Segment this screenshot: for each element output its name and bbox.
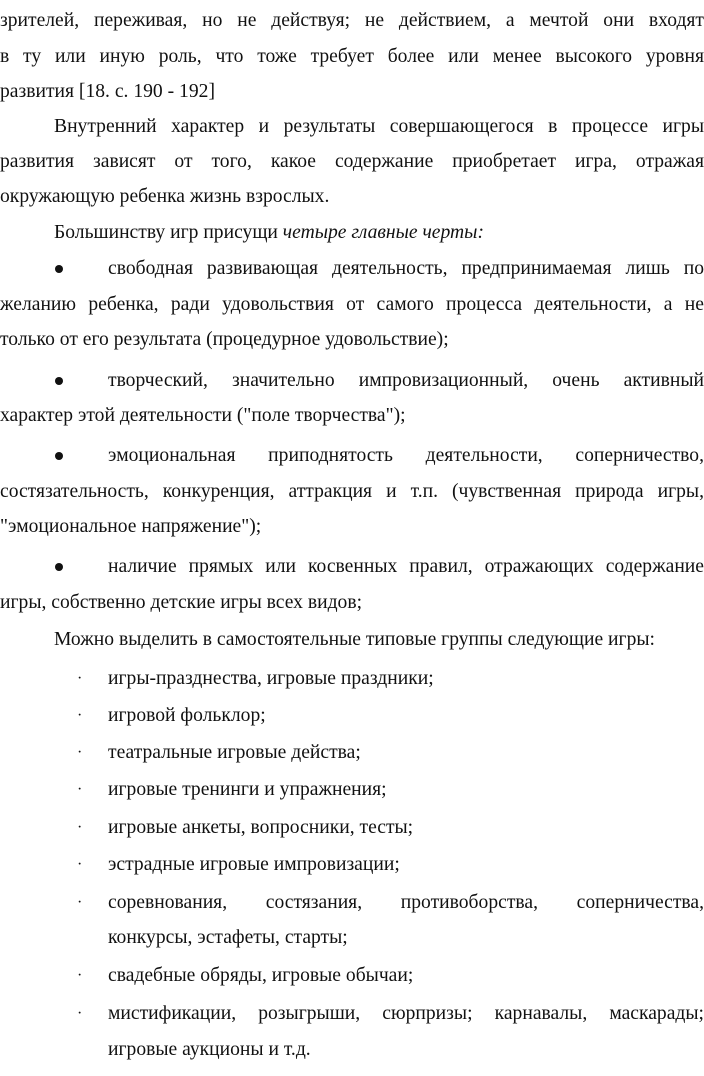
bullet-icon xyxy=(53,437,67,474)
bullet-icon xyxy=(53,362,67,399)
middle-dot-icon: · xyxy=(77,1005,83,1022)
group-item-continuation: игровые аукционы и т.д. xyxy=(108,1039,311,1060)
feature-3-line-2: состязательность, конкуренция, аттракция и т.п. (чувственная природа игры, xyxy=(0,481,704,502)
middle-dot-icon: · xyxy=(77,781,83,798)
paragraph-1-line-3: развития [18. с. 190 - 192] xyxy=(0,81,215,102)
middle-dot-icon: · xyxy=(77,819,83,836)
middle-dot-icon: · xyxy=(77,967,83,984)
feature-4-line-2: игры, собственно детские игры всех видов; xyxy=(0,592,363,613)
group-item: · мистификации, розыгрыши, сюрпризы; карнавалы, маскарады; xyxy=(0,995,704,1032)
feature-2-line-2: характер этой деятельности ("поле творчества"); xyxy=(0,405,406,426)
group-item: · игровые анкеты, вопросники, тесты; xyxy=(0,809,704,846)
feature-1-line-3: только от его результата (процедурное удовольствие); xyxy=(0,329,449,350)
feature-4-line-1: наличие прямых или косвенных правил, отражающих содержание xyxy=(0,548,704,585)
middle-dot-icon: · xyxy=(77,670,83,687)
group-item: · соревнования, состязания, противоборства, соперничества, xyxy=(0,884,704,921)
paragraph-1-line-2: в ту или иную роль, что тоже требует более или менее высокого уровня xyxy=(0,46,704,67)
feature-3-line-1: эмоциональная приподнятость деятельности, соперничество, xyxy=(0,437,704,474)
bullet-icon xyxy=(53,250,67,287)
group-item: · свадебные обряды, игровые обычаи; xyxy=(0,957,704,994)
middle-dot-icon: · xyxy=(77,856,83,873)
middle-dot-icon: · xyxy=(77,707,83,724)
group-item: · театральные игровые действа; xyxy=(0,734,704,771)
group-item: · игры-празднества, игровые праздники; xyxy=(0,660,704,697)
paragraph-2-line-2: развития зависят от того, какое содержание приобретает игра, отражая xyxy=(0,151,704,172)
paragraph-1-line-1: зрителей, переживая, но не действуя; не действием, а мечтой они входят xyxy=(0,10,704,31)
features-intro-text: Большинству игр присущи xyxy=(54,222,283,243)
feature-3-line-3: "эмоциональное напряжение"); xyxy=(0,516,262,537)
paragraph-2-line-3: окружающую ребенка жизнь взрослых. xyxy=(0,186,330,207)
feature-2-line-1: творческий, значительно импровизационный, очень активный xyxy=(0,362,704,399)
group-item: · игровые тренинги и упражнения; xyxy=(0,771,704,808)
bullet-icon xyxy=(53,548,67,585)
middle-dot-icon: · xyxy=(77,744,83,761)
feature-1-line-2: желанию ребенка, ради удовольствия от самого процесса деятельности, а не xyxy=(0,294,704,315)
group-item: · игровой фольклор; xyxy=(0,697,704,734)
groups-intro: Можно выделить в самостоятельные типовые группы следующие игры: xyxy=(54,629,655,650)
middle-dot-icon: · xyxy=(77,894,83,911)
group-item: · эстрадные игровые импровизации; xyxy=(0,846,704,883)
feature-1-line-1: свободная развивающая деятельность, предпринимаемая лишь по xyxy=(0,250,704,287)
features-intro-emphasis: четыре главные черты: xyxy=(282,222,484,243)
features-intro xyxy=(0,214,704,251)
paragraph-2-line-1: Внутренний характер и результаты совершающегося в процессе игры xyxy=(54,116,704,137)
group-item-continuation: конкурсы, эстафеты, старты; xyxy=(108,927,348,948)
